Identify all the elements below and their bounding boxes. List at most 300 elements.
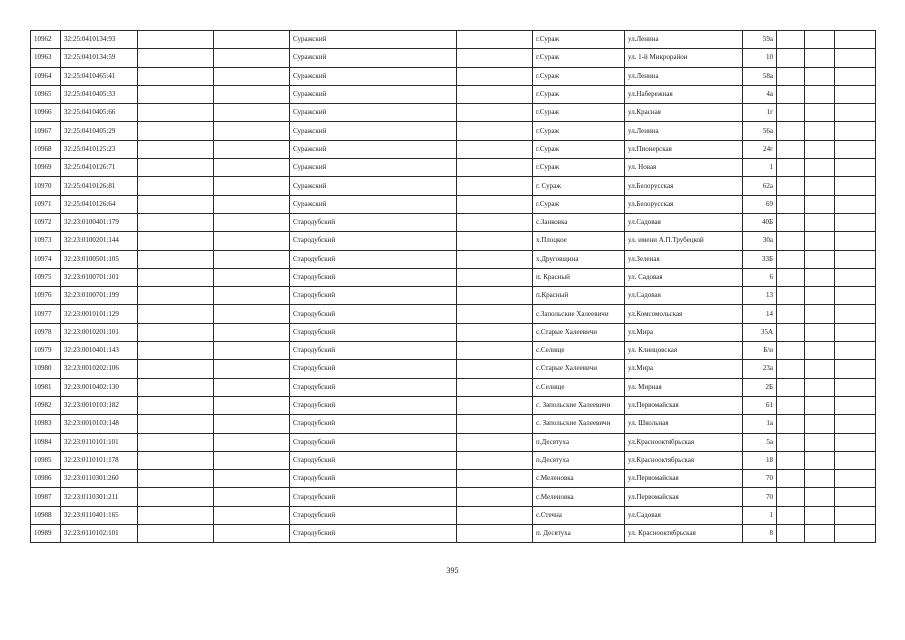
district-cell: Стародубский	[290, 360, 457, 378]
street-cell: ул.Первомайская	[625, 396, 743, 414]
row-number-cell: 10969	[31, 159, 61, 177]
empty-cell	[457, 525, 533, 543]
house-number-cell: 40Б	[743, 213, 777, 231]
cadastral-number-cell: 32:23:0010402:130	[61, 378, 138, 396]
empty-cell	[138, 342, 214, 360]
empty-cell	[805, 140, 835, 158]
empty-cell	[214, 140, 290, 158]
house-number-cell: 70	[743, 488, 777, 506]
cadastral-number-cell: 32:25:0410405:66	[61, 104, 138, 122]
locality-cell: с.Меленовка	[533, 470, 625, 488]
empty-cell	[805, 85, 835, 103]
empty-cell	[138, 451, 214, 469]
empty-cell	[777, 287, 805, 305]
street-cell: ул.Ленина	[625, 67, 743, 85]
table-row	[31, 360, 876, 378]
row-number-cell: 10971	[31, 195, 61, 213]
street-cell: ул.Мира	[625, 323, 743, 341]
table-row	[31, 451, 876, 469]
registry-table	[30, 30, 876, 543]
district-cell: Суражский	[290, 31, 457, 49]
street-cell: ул.Ленина	[625, 31, 743, 49]
registry-table-body	[31, 31, 876, 543]
row-number-cell: 10962	[31, 31, 61, 49]
street-cell: ул.Зеленая	[625, 250, 743, 268]
district-cell: Суражский	[290, 67, 457, 85]
street-cell: ул.Краснооктябрьская	[625, 433, 743, 451]
empty-cell	[805, 323, 835, 341]
empty-cell	[214, 433, 290, 451]
cadastral-number-cell: 32:23:0010103:148	[61, 415, 138, 433]
table-row	[31, 305, 876, 323]
table-row	[31, 415, 876, 433]
row-number-cell: 10966	[31, 104, 61, 122]
empty-cell	[777, 250, 805, 268]
empty-cell	[805, 342, 835, 360]
table-row	[31, 195, 876, 213]
table-row	[31, 287, 876, 305]
district-cell: Стародубский	[290, 323, 457, 341]
district-cell: Суражский	[290, 140, 457, 158]
empty-cell	[835, 506, 876, 524]
empty-cell	[805, 305, 835, 323]
locality-cell: п. Десятуха	[533, 525, 625, 543]
district-cell: Стародубский	[290, 525, 457, 543]
cadastral-number-cell: 32:23:0010401:143	[61, 342, 138, 360]
district-cell: Стародубский	[290, 287, 457, 305]
empty-cell	[805, 104, 835, 122]
row-number-cell: 10981	[31, 378, 61, 396]
empty-cell	[777, 104, 805, 122]
cadastral-number-cell: 32:25:0410126:64	[61, 195, 138, 213]
table-row	[31, 159, 876, 177]
street-cell: ул.Садовая	[625, 213, 743, 231]
empty-cell	[777, 488, 805, 506]
empty-cell	[457, 85, 533, 103]
street-cell: ул. имени А.П.Трубецкой	[625, 232, 743, 250]
locality-cell: с.Стечна	[533, 506, 625, 524]
empty-cell	[214, 31, 290, 49]
locality-cell: п.Красный	[533, 287, 625, 305]
empty-cell	[214, 342, 290, 360]
street-cell: ул. 1-й Микрорайон	[625, 49, 743, 67]
locality-cell: с.Селище	[533, 378, 625, 396]
empty-cell	[457, 396, 533, 414]
row-number-cell: 10980	[31, 360, 61, 378]
row-number-cell: 10983	[31, 415, 61, 433]
table-row	[31, 232, 876, 250]
district-cell: Стародубский	[290, 268, 457, 286]
empty-cell	[138, 433, 214, 451]
empty-cell	[835, 433, 876, 451]
cadastral-number-cell: 32:25:0410134:59	[61, 49, 138, 67]
empty-cell	[214, 268, 290, 286]
street-cell: ул.Садовая	[625, 506, 743, 524]
empty-cell	[457, 342, 533, 360]
house-number-cell: 13	[743, 287, 777, 305]
empty-cell	[777, 378, 805, 396]
district-cell: Стародубский	[290, 232, 457, 250]
empty-cell	[457, 159, 533, 177]
empty-cell	[214, 525, 290, 543]
empty-cell	[457, 287, 533, 305]
table-row	[31, 525, 876, 543]
row-number-cell: 10978	[31, 323, 61, 341]
house-number-cell: 18	[743, 451, 777, 469]
empty-cell	[214, 104, 290, 122]
empty-cell	[835, 378, 876, 396]
empty-cell	[835, 49, 876, 67]
table-row	[31, 268, 876, 286]
locality-cell: с.Селище	[533, 342, 625, 360]
empty-cell	[777, 506, 805, 524]
empty-cell	[138, 525, 214, 543]
empty-cell	[805, 287, 835, 305]
cadastral-number-cell: 32:25:0410405:33	[61, 85, 138, 103]
empty-cell	[805, 415, 835, 433]
row-number-cell: 10979	[31, 342, 61, 360]
empty-cell	[835, 31, 876, 49]
table-row	[31, 104, 876, 122]
house-number-cell: 1г	[743, 104, 777, 122]
house-number-cell: 14	[743, 305, 777, 323]
locality-cell: г. Сураж	[533, 177, 625, 195]
row-number-cell: 10977	[31, 305, 61, 323]
row-number-cell: 10964	[31, 67, 61, 85]
table-row	[31, 250, 876, 268]
empty-cell	[777, 49, 805, 67]
locality-cell: п.Десятуха	[533, 451, 625, 469]
empty-cell	[835, 268, 876, 286]
empty-cell	[138, 250, 214, 268]
street-cell: ул. Школьная	[625, 415, 743, 433]
empty-cell	[457, 49, 533, 67]
district-cell: Стародубский	[290, 305, 457, 323]
cadastral-number-cell: 32:23:0100701:101	[61, 268, 138, 286]
empty-cell	[214, 85, 290, 103]
district-cell: Суражский	[290, 177, 457, 195]
empty-cell	[835, 140, 876, 158]
page-number: 395	[446, 566, 459, 575]
cadastral-number-cell: 32:23:0100401:179	[61, 213, 138, 231]
district-cell: Стародубский	[290, 488, 457, 506]
empty-cell	[777, 122, 805, 140]
table-row	[31, 177, 876, 195]
street-cell: ул.Первомайская	[625, 470, 743, 488]
table-row	[31, 67, 876, 85]
empty-cell	[835, 213, 876, 231]
empty-cell	[805, 488, 835, 506]
house-number-cell: 1	[743, 159, 777, 177]
house-number-cell: 56а	[743, 122, 777, 140]
house-number-cell: 62а	[743, 177, 777, 195]
street-cell: ул. Клинцовская	[625, 342, 743, 360]
empty-cell	[835, 396, 876, 414]
locality-cell: г.Сураж	[533, 104, 625, 122]
house-number-cell: 59а	[743, 31, 777, 49]
empty-cell	[214, 323, 290, 341]
empty-cell	[835, 415, 876, 433]
empty-cell	[777, 470, 805, 488]
empty-cell	[835, 287, 876, 305]
empty-cell	[138, 177, 214, 195]
empty-cell	[457, 122, 533, 140]
empty-cell	[777, 85, 805, 103]
empty-cell	[777, 159, 805, 177]
empty-cell	[138, 104, 214, 122]
empty-cell	[457, 268, 533, 286]
empty-cell	[138, 85, 214, 103]
street-cell: ул.Мира	[625, 360, 743, 378]
empty-cell	[805, 195, 835, 213]
empty-cell	[805, 433, 835, 451]
locality-cell: с.Занковка	[533, 213, 625, 231]
table-row	[31, 433, 876, 451]
empty-cell	[835, 470, 876, 488]
house-number-cell: 69	[743, 195, 777, 213]
empty-cell	[214, 305, 290, 323]
cadastral-number-cell: 32:25:0410126:81	[61, 177, 138, 195]
empty-cell	[138, 415, 214, 433]
cadastral-number-cell: 32:23:0100201:144	[61, 232, 138, 250]
locality-cell: г.Сураж	[533, 67, 625, 85]
district-cell: Суражский	[290, 195, 457, 213]
empty-cell	[138, 378, 214, 396]
empty-cell	[214, 213, 290, 231]
empty-cell	[777, 323, 805, 341]
empty-cell	[777, 525, 805, 543]
empty-cell	[777, 67, 805, 85]
row-number-cell: 10982	[31, 396, 61, 414]
empty-cell	[214, 396, 290, 414]
house-number-cell: 24г	[743, 140, 777, 158]
table-row	[31, 85, 876, 103]
row-number-cell: 10976	[31, 287, 61, 305]
row-number-cell: 10972	[31, 213, 61, 231]
table-row	[31, 122, 876, 140]
street-cell: ул.Первомайская	[625, 488, 743, 506]
house-number-cell: 2Б	[743, 378, 777, 396]
empty-cell	[805, 378, 835, 396]
empty-cell	[835, 488, 876, 506]
empty-cell	[805, 213, 835, 231]
house-number-cell: 1а	[743, 415, 777, 433]
empty-cell	[457, 323, 533, 341]
empty-cell	[777, 433, 805, 451]
district-cell: Стародубский	[290, 342, 457, 360]
empty-cell	[457, 31, 533, 49]
empty-cell	[138, 232, 214, 250]
empty-cell	[805, 470, 835, 488]
empty-cell	[835, 525, 876, 543]
empty-cell	[777, 396, 805, 414]
empty-cell	[805, 360, 835, 378]
street-cell: ул.Комсомольская	[625, 305, 743, 323]
house-number-cell: Б/н	[743, 342, 777, 360]
cadastral-number-cell: 32:23:0110301:260	[61, 470, 138, 488]
empty-cell	[835, 305, 876, 323]
empty-cell	[138, 323, 214, 341]
empty-cell	[214, 451, 290, 469]
empty-cell	[457, 470, 533, 488]
cadastral-number-cell: 32:23:0110301:211	[61, 488, 138, 506]
empty-cell	[214, 250, 290, 268]
district-cell: Суражский	[290, 122, 457, 140]
locality-cell: с.Старые Халеевичи	[533, 323, 625, 341]
street-cell: ул.Ленина	[625, 122, 743, 140]
house-number-cell: 5а	[743, 433, 777, 451]
empty-cell	[835, 104, 876, 122]
house-number-cell: 23а	[743, 360, 777, 378]
locality-cell: х.Плоцкое	[533, 232, 625, 250]
house-number-cell: 6	[743, 268, 777, 286]
empty-cell	[138, 305, 214, 323]
street-cell: ул.Краснооктябрьская	[625, 451, 743, 469]
locality-cell: г.Сураж	[533, 122, 625, 140]
empty-cell	[457, 195, 533, 213]
cadastral-number-cell: 32:25:0410126:71	[61, 159, 138, 177]
row-number-cell: 10967	[31, 122, 61, 140]
table-row	[31, 31, 876, 49]
street-cell: ул.Белорусская	[625, 195, 743, 213]
empty-cell	[835, 232, 876, 250]
row-number-cell: 10974	[31, 250, 61, 268]
empty-cell	[835, 250, 876, 268]
cadastral-number-cell: 32:23:0100701:199	[61, 287, 138, 305]
empty-cell	[138, 31, 214, 49]
table-row	[31, 378, 876, 396]
empty-cell	[777, 305, 805, 323]
empty-cell	[138, 506, 214, 524]
district-cell: Стародубский	[290, 470, 457, 488]
house-number-cell: 61	[743, 396, 777, 414]
cadastral-number-cell: 32:25:0410134:93	[61, 31, 138, 49]
cadastral-number-cell: 32:23:0100501:105	[61, 250, 138, 268]
empty-cell	[805, 506, 835, 524]
empty-cell	[777, 195, 805, 213]
locality-cell: г.Сураж	[533, 31, 625, 49]
house-number-cell: 4а	[743, 85, 777, 103]
locality-cell: с. Запольские Халеевичи	[533, 415, 625, 433]
empty-cell	[777, 140, 805, 158]
empty-cell	[457, 104, 533, 122]
district-cell: Стародубский	[290, 396, 457, 414]
row-number-cell: 10988	[31, 506, 61, 524]
street-cell: ул. Садовая	[625, 268, 743, 286]
locality-cell: с.Старые Халеевичи	[533, 360, 625, 378]
street-cell: ул.Набережная	[625, 85, 743, 103]
row-number-cell: 10987	[31, 488, 61, 506]
district-cell: Стародубский	[290, 250, 457, 268]
locality-cell: г.Сураж	[533, 49, 625, 67]
empty-cell	[805, 232, 835, 250]
empty-cell	[214, 287, 290, 305]
house-number-cell: 35А	[743, 323, 777, 341]
empty-cell	[457, 415, 533, 433]
empty-cell	[805, 67, 835, 85]
house-number-cell: 33Б	[743, 250, 777, 268]
locality-cell: г.Сураж	[533, 195, 625, 213]
street-cell: ул. Новая	[625, 159, 743, 177]
empty-cell	[805, 31, 835, 49]
cadastral-number-cell: 32:23:0010202:106	[61, 360, 138, 378]
row-number-cell: 10963	[31, 49, 61, 67]
empty-cell	[805, 396, 835, 414]
empty-cell	[214, 122, 290, 140]
empty-cell	[835, 195, 876, 213]
empty-cell	[457, 506, 533, 524]
table-row	[31, 140, 876, 158]
empty-cell	[457, 250, 533, 268]
empty-cell	[138, 268, 214, 286]
empty-cell	[805, 122, 835, 140]
district-cell: Стародубский	[290, 506, 457, 524]
street-cell: ул. Мирная	[625, 378, 743, 396]
empty-cell	[457, 232, 533, 250]
empty-cell	[777, 342, 805, 360]
empty-cell	[805, 250, 835, 268]
empty-cell	[777, 360, 805, 378]
empty-cell	[457, 140, 533, 158]
street-cell: ул.Белорусская	[625, 177, 743, 195]
table-row	[31, 213, 876, 231]
house-number-cell: 1	[743, 506, 777, 524]
row-number-cell: 10973	[31, 232, 61, 250]
house-number-cell: 58а	[743, 67, 777, 85]
empty-cell	[777, 232, 805, 250]
table-row	[31, 506, 876, 524]
house-number-cell: 30а	[743, 232, 777, 250]
empty-cell	[138, 122, 214, 140]
empty-cell	[214, 415, 290, 433]
empty-cell	[777, 268, 805, 286]
table-row	[31, 396, 876, 414]
empty-cell	[214, 360, 290, 378]
row-number-cell: 10986	[31, 470, 61, 488]
row-number-cell: 10989	[31, 525, 61, 543]
locality-cell: п.Десятуха	[533, 433, 625, 451]
cadastral-number-cell: 32:23:0010103:182	[61, 396, 138, 414]
empty-cell	[138, 159, 214, 177]
empty-cell	[777, 31, 805, 49]
locality-cell: г.Сураж	[533, 85, 625, 103]
district-cell: Стародубский	[290, 415, 457, 433]
cadastral-number-cell: 32:25:0410405:29	[61, 122, 138, 140]
cadastral-number-cell: 32:25:0410125:23	[61, 140, 138, 158]
empty-cell	[457, 378, 533, 396]
cadastral-number-cell: 32:23:0010101:129	[61, 305, 138, 323]
table-row	[31, 488, 876, 506]
empty-cell	[138, 195, 214, 213]
empty-cell	[457, 360, 533, 378]
row-number-cell: 10985	[31, 451, 61, 469]
empty-cell	[214, 506, 290, 524]
empty-cell	[138, 470, 214, 488]
house-number-cell: 70	[743, 470, 777, 488]
empty-cell	[835, 323, 876, 341]
empty-cell	[835, 360, 876, 378]
district-cell: Стародубский	[290, 213, 457, 231]
table-row	[31, 323, 876, 341]
street-cell: ул.Садовая	[625, 287, 743, 305]
empty-cell	[457, 305, 533, 323]
table-row	[31, 470, 876, 488]
empty-cell	[457, 451, 533, 469]
cadastral-number-cell: 32:23:0110401:165	[61, 506, 138, 524]
empty-cell	[214, 177, 290, 195]
empty-cell	[138, 287, 214, 305]
house-number-cell: 8	[743, 525, 777, 543]
